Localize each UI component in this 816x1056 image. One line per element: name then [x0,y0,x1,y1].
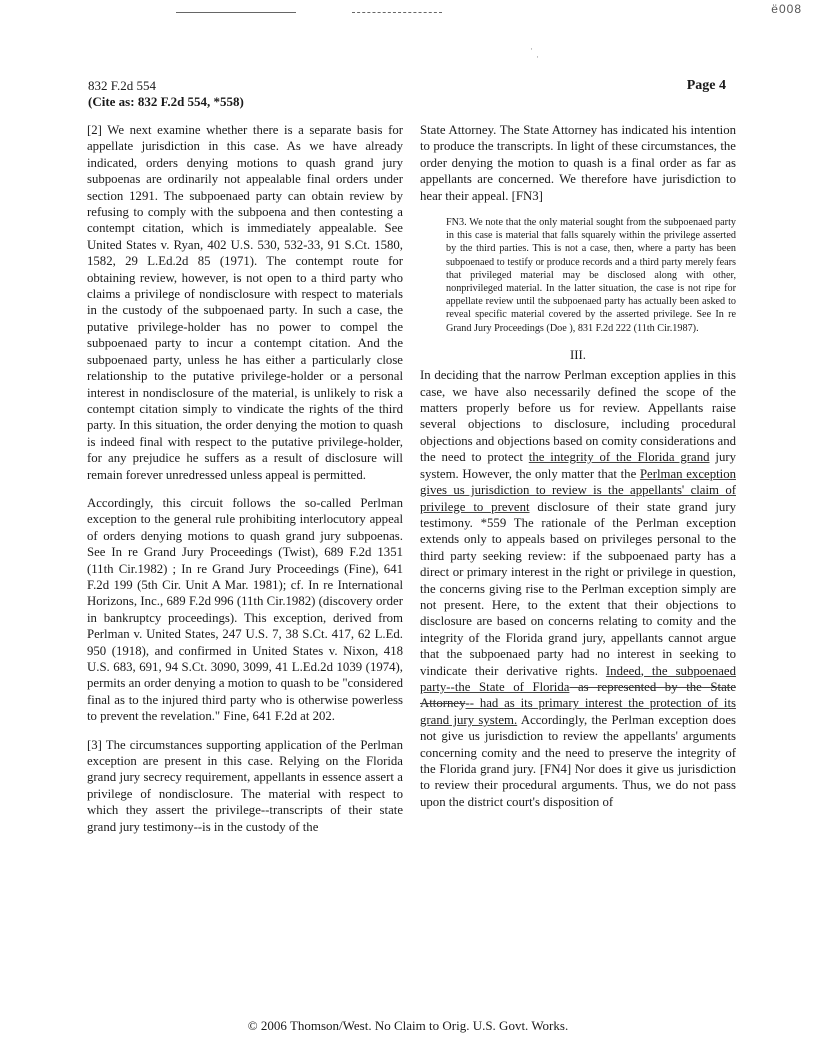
right-column [420,122,736,822]
scan-speck: · [536,52,539,62]
page-number: Page 4 [686,78,726,93]
left-column [87,122,403,847]
paragraph [420,367,736,810]
section-heading: III. [570,347,586,362]
fax-header [0,0,816,22]
cite-as-line: (Cite as: 832 F.2d 554, *558) [88,94,244,109]
fax-page-mark: ë008 [771,2,802,16]
copyright-footer: © 2006 Thomson/West. No Claim to Orig. U.S. Govt. Works. [247,1018,569,1033]
text-run: In deciding that the narrow Perlman exception applies in this case, we have also necessarily defined the scope of the matters properly before us for review. Appellants raise several objections to disclosure, including procedural objections and objections based on comity considerations and the need to protect [420,368,736,465]
scan-speck: · [530,44,533,54]
citation-block [88,78,244,110]
paragraph: Accordingly, this circuit follows the so-called Perlman exception to the general rule prohibiting interlocutory appeal of orders denying motions to quash grand jury subpoenas. See In re Grand Jury Proceedings (Twist), 689 F.2d 1351 (11th Cir.1982) ; In re Grand Jury Proceedings (Fine), 641 F.2d 199 (5th Cir. Unit A Mar. 1981); cf. In re International Horizons, Inc., 689 F.2d 996 (11th Cir.1982) (discovery order in bankruptcy proceedings). This exception, derived from Perlman v. United States, 247 U.S. 7, 38 S.Ct. 417, 62 L.Ed. 950 (1918), and confirmed in United States v. Nixon, 418 U.S. 683, 691, 94 S.Ct. 3090, 3099, 41 L.Ed.2d 1039 (1974), permits an order denying a motion to quash to be "considered final as to the injured third party who is otherwise powerless to prevent the revelation." Fine, 641 F.2d at 202. [87,495,403,724]
handwritten-underline: -- had as its primary interest the protection of its grand jury system. [420,696,736,727]
handwritten-underline: Indeed, the subpoenaed party--the State of Florida [420,663,736,694]
text-run: jury system. However, the only matter that the [420,450,736,481]
handwritten-strikethrough: as represented by the State Attorney [420,679,736,711]
fax-line [352,12,442,13]
footnote-fn3: FN3. We note that the only material sought from the subpoenaed party in this case is material that falls squarely within the privilege asserted by the third parties. This is not a case, then, where a party has been subpoenaed to testify or produce records and a third party merely fears that privileged material may be disclosed along with other, nonprivileged material. In the latter situation, the case is not ripe for appellate review until the subpoenaed party has actually been asked to reveal specific material covered by the asserted privilege. See In re Grand Jury Proceedings (Doe ), 831 F.2d 222 (11th Cir.1987). [446,217,736,334]
paragraph: [2] We next examine whether there is a separate basis for appellate jurisdiction in this case. As we have already indicated, orders denying motions to quash grand jury subpoenas are ordinarily not appealable final orders under section 1291. The subpoenaed party can obtain review by refusing to comply with the subpoena and then contesting a contempt citation, which is immediately appealable. See United States v. Ryan, 402 U.S. 530, 532-33, 91 S.Ct. 1580, 1582, 29 L.Ed.2d 85 (1971). The contempt route for obtaining review, however, is not open to a third party who claims a privilege of nondisclosure with respect to materials in the custody of the subpoenaed party. In such a case, the putative privilege-holder has no power to compel the subpoenaed party to incur a contempt citation. And the subpoenaed party, unless he has either a particularly close relationship to the putative privilege-holder or a personal interest in nondisclosure of the material, is unlikely to risk a contempt citation simply to vindicate the rights of the third party. In this situation, the order denying the motion to quash is indeed final with respect to the putative privilege-holder, for any prejudice he suffers as a result of disclosure will remain forever unredressed unless appeal is permitted. [87,123,403,482]
paragraph: [3] The circumstances supporting application of the Perlman exception are present in this case. Relying on the Florida grand jury secrecy requirement, appellants in essence assert a privilege of nondisclosure. The material with respect to which they assert the privilege--transcripts of their state grand jury testimony--is in the custody of the [87,737,403,834]
fax-line [176,12,296,13]
text-run: disclosure of their state grand jury testimony. *559 The rationale of the Perlman exception extends only to appeals based on privileges personal to the third party seeking review: if the subpoenaed party has a direct or primary interest in the right or privilege in question, the concerns giving rise to the Perlman exception simply are not present. Here, to the extent that their objections to disclosure are based on concerns relating to comity and the integrity of the Florida grand jury, appellants cannot argue that the subpoenaed party had no interest in seeking to vindicate their derivative rights. [420,499,736,678]
text-run: Accordingly, the Perlman exception does not give us jurisdiction to review the appellants' arguments concerning comity and the need to preserve the integrity of the Florida grand jury. [FN4] Nor does it give us jurisdiction to review their procedural arguments. Thus, we do not pass upon the district court's disposition of [420,712,736,809]
citation-line: 832 F.2d 554 [88,78,156,93]
paragraph: State Attorney. The State Attorney has indicated his intention to produce the transcripts. In light of these circumstances, the order denying the motion to quash is a final order as far as appellants are concerned. We therefore have jurisdiction to hear their appeal. [FN3] [420,123,736,203]
handwritten-underline: the integrity of the Florida grand [528,450,710,465]
handwritten-underline: Perlman exception gives us jurisdiction to review is the appellants' claim of privilege to prevent [420,466,736,514]
